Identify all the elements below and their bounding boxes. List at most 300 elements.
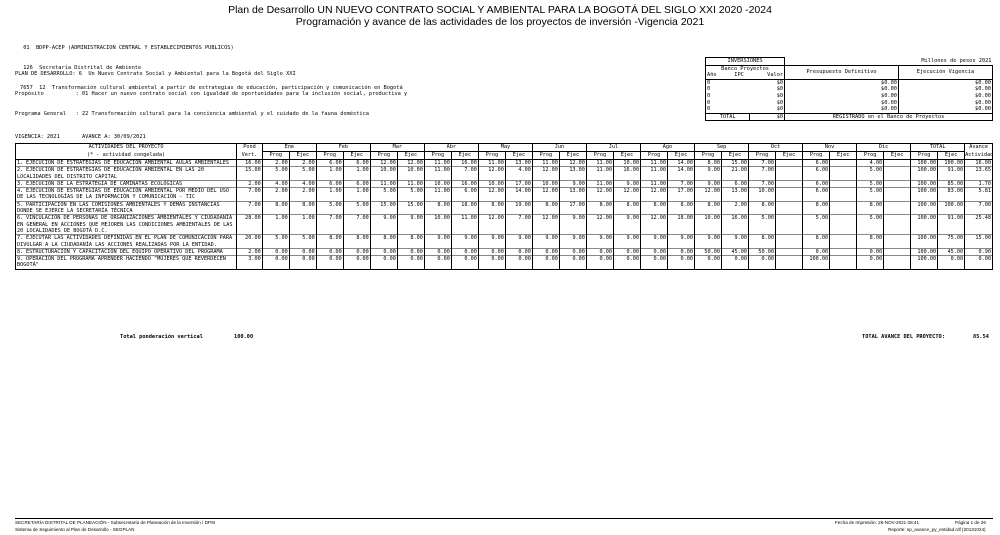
valor-cell: $0 [750,86,785,93]
activity-text: EJECUCIÓN DE ESTRATEGIAS DE EDUCACIÓN AMBIENTAL AULAS AMBIENTALES [26,160,230,166]
ejec-cell [884,188,911,202]
ejec-cell: 4.00 [289,180,316,187]
prog-cell: 11.00 [370,180,397,187]
ejec-cell: 7.00 [505,215,532,235]
activities-table [15,143,993,270]
totals-line [15,334,993,367]
prog-cell: 0.00 [262,248,289,255]
ejec-cell [884,160,911,167]
activity-number: 1. [17,160,24,166]
activity-text: EJECUCIÓN DE ESTRATEGIAS DE EDUCACIÓN AMBIENTAL EN LAS 20 LOCALIDADES DEL DISTRITO CAPITAL [17,167,205,180]
prog-cell: 11.00 [586,180,613,187]
anio-cell: 0 [706,106,729,113]
plan-line: Programa General : 22 Transformación cultural para la conciencia ambiental y el cuidado de la fauna doméstica [15,110,369,117]
prog-cell: 5.00 [803,215,830,235]
ejec-cell [776,256,803,270]
presupuesto-cell: $0.00 [785,100,899,107]
inversiones-total-valor: $0 [750,113,785,121]
prog-header: Prog [803,152,830,160]
activity-row [16,215,993,235]
prog-cell: 5.00 [857,167,884,181]
prog-cell: 0.00 [478,256,505,270]
ejec-cell: 15.00 [722,160,749,167]
presupuesto-cell: $0.00 [785,93,899,100]
plan-line: PLAN DE DESARROLLO: 6 Un Nuevo Contrato Social y Ambiental para la Bogotá del Siglo XXI [15,71,296,78]
month-header: Abr [424,144,478,152]
prog-cell: 9.00 [695,180,722,187]
ejec-cell: 0.00 [559,256,586,270]
valor-header: Valor [750,72,785,79]
prog-cell: 12.00 [586,188,613,202]
prog-cell: 10.00 [695,215,722,235]
prog-cell: 100.00 [911,256,938,270]
prog-cell: 0.00 [262,256,289,270]
avance-cell: 0.00 [965,256,993,270]
activity-number: 5. [17,201,24,208]
ejec-cell [884,256,911,270]
ejec-cell: 9.00 [722,235,749,249]
prog-cell: 0.00 [586,256,613,270]
inversiones-row [706,79,993,86]
prog-cell: 9.00 [424,235,451,249]
ejec-cell: 17.00 [505,180,532,187]
ipc-header: IPC [728,72,750,79]
ejec-cell [776,215,803,235]
prog-cell: 5.00 [262,167,289,181]
pond-cell: 28.00 [237,215,263,235]
ejec-cell: 0.00 [505,248,532,255]
ejec-cell: 10.00 [397,167,424,181]
prog-cell: 2.00 [262,188,289,202]
ejec-cell [776,235,803,249]
plan-block [15,58,407,124]
activity-number: 3. [17,180,24,187]
prog-cell: 100.00 [911,235,938,249]
avance-cell: 13.65 [965,167,993,181]
ejec-cell: 2.00 [722,201,749,215]
ejecucion-cell: $0.00 [898,100,992,107]
prog-cell: 8.00 [749,235,776,249]
prog-header: Prog [911,152,938,160]
month-header: Jun [532,144,586,152]
ejecucion-cell: $0.00 [898,86,992,93]
ejec-cell: 6.00 [722,180,749,187]
prog-cell: 0.00 [532,248,559,255]
prog-cell: 0.00 [586,248,613,255]
entity-line: 126 Secretaría Distrital de Ambiente [20,64,142,71]
total-ponderacion-label: Total ponderación vertical [120,334,203,340]
prog-cell: 5.00 [857,188,884,202]
ejec-cell: 9.00 [613,235,640,249]
month-header: Sep [695,144,749,152]
prog-cell: 9.00 [586,235,613,249]
ejec-cell: 19.00 [505,201,532,215]
prog-cell: 10.00 [478,180,505,187]
ejec-cell: 17.00 [559,201,586,215]
banco-proyectos-header: Banco Proyectos [706,65,785,72]
ejec-cell: 12.00 [559,160,586,167]
ejec-cell: 16.00 [722,215,749,235]
month-header: Mar [370,144,424,152]
prog-cell: 5.00 [857,180,884,187]
ejec-cell: 75.00 [938,235,965,249]
prog-cell: 9.00 [695,167,722,181]
prog-cell: 100.00 [911,180,938,187]
pond-cell: 7.00 [237,188,263,202]
ejec-cell: 100.00 [938,201,965,215]
prog-cell: 2.00 [262,160,289,167]
ejec-cell [884,201,911,215]
ejec-header: Ejec [776,152,803,160]
ejec-cell: 7.00 [451,167,478,181]
ejec-cell: 12.00 [397,160,424,167]
prog-cell: 0.00 [424,248,451,255]
ejec-cell [830,248,857,255]
month-header: Nov [803,144,857,152]
prog-header: Prog [749,152,776,160]
ejec-header: Ejec [938,152,965,160]
ejec-cell: 0.00 [397,256,424,270]
prog-cell: 100.00 [911,160,938,167]
prog-cell: 100.00 [911,201,938,215]
ejec-cell: 0.00 [613,256,640,270]
ejec-cell: 0.00 [667,256,694,270]
ejec-cell: 0.00 [343,256,370,270]
activity-number: 2. [17,167,24,174]
ejec-cell: 85.00 [938,180,965,187]
ejec-cell: 13.00 [505,160,532,167]
prog-cell: 10.00 [370,167,397,181]
prog-header: Prog [370,152,397,160]
ejec-cell: 7.00 [343,215,370,235]
ejec-cell [830,215,857,235]
prog-cell: 8.00 [640,201,667,215]
ejec-header: Ejec [397,152,424,160]
prog-cell: 8.00 [316,235,343,249]
ejec-cell: 0.00 [613,248,640,255]
month-header: Feb [316,144,370,152]
anio-cell: 0 [706,86,729,93]
ejec-cell: 18.00 [451,201,478,215]
avance-cell: 15.00 [965,235,993,249]
prog-cell: 9.00 [640,235,667,249]
ejec-cell: 15.00 [397,201,424,215]
ejec-cell: 5.00 [289,235,316,249]
prog-cell: 5.00 [749,215,776,235]
ejec-cell [776,180,803,187]
prog-cell: 7.00 [749,160,776,167]
prog-cell: 4.00 [857,160,884,167]
prog-cell: 0.00 [857,248,884,255]
prog-cell: 100.00 [803,256,830,270]
activity-row [16,256,993,270]
prog-cell: 8.00 [695,201,722,215]
ejec-cell: 14.00 [667,160,694,167]
pond-cell: 2.00 [237,180,263,187]
report-title [0,4,1000,28]
total-header: TOTAL [911,144,965,152]
ejec-cell: 91.00 [938,167,965,181]
prog-header: Prog [316,152,343,160]
ejec-cell: 1.00 [343,167,370,181]
avance-cell: 5.81 [965,188,993,202]
ejec-cell: 1.00 [343,188,370,202]
ejec-header: Ejec [830,152,857,160]
ejec-cell: 0.00 [722,256,749,270]
prog-cell: 8.00 [478,201,505,215]
ejec-cell: 9.00 [613,215,640,235]
prog-cell: 6.00 [316,160,343,167]
ejec-cell [830,235,857,249]
presupuesto-cell: $0.00 [785,79,899,86]
ejec-cell: 13.00 [559,167,586,181]
ejec-cell: 6.00 [343,180,370,187]
prog-cell: 11.00 [424,188,451,202]
ejec-cell: 0.00 [451,248,478,255]
prog-cell: 8.00 [424,201,451,215]
prog-cell: 12.00 [478,188,505,202]
prog-cell: 11.00 [424,160,451,167]
prog-cell: 10.00 [424,215,451,235]
prog-cell: 5.00 [262,235,289,249]
prog-cell: 0.00 [857,256,884,270]
ejecucion-header: Ejecución Vigencia [898,65,992,79]
entity-line: 01 BDPP-ACEP (ADMINISTRACION CENTRAL Y ESTABLECIMIENTOS PUBLICOS) [20,45,234,52]
ejec-cell: 9.00 [559,215,586,235]
prog-cell: 11.00 [640,180,667,187]
valor-cell: $0 [750,93,785,100]
prog-header: Prog [478,152,505,160]
vert-header: Vert. [237,152,263,160]
valor-cell: $0 [750,106,785,113]
ejec-cell: 16.00 [451,160,478,167]
valor-cell: $0 [750,79,785,86]
entity-line: 7657 12 Transformación cultural ambiental a partir de estrategias de educación, participación y comunicación en Bogotá [20,84,403,91]
prog-cell: 6.00 [803,167,830,181]
ejec-cell: 4.00 [505,167,532,181]
ejec-cell [830,256,857,270]
prog-header: Prog [532,152,559,160]
total-ponderacion-value: 100.00 [234,334,254,340]
month-header: Jul [586,144,640,152]
ejec-cell: 2.00 [289,160,316,167]
inversiones-title: INVERSIONES [706,58,785,66]
ejec-cell: 0.00 [505,256,532,270]
prog-cell: 0.00 [695,256,722,270]
prog-cell: 0.00 [640,248,667,255]
congelada-note: (* - actividad congelada) [16,152,237,160]
pond-cell: 2.00 [237,248,263,255]
inversiones-total-label: TOTAL [706,113,750,121]
prog-cell: 5.00 [316,201,343,215]
ejec-cell: 8.00 [613,201,640,215]
prog-cell: 0.00 [532,256,559,270]
footer-system: Sistema de Seguimiento al Plan de Desarrollo - SEGPLAN [15,527,135,532]
prog-cell: 5.00 [857,215,884,235]
footer-page: Página 1 de 26 [955,520,986,525]
footer-report: Reporte: sp_avance_py_entidad.rdf (20131024) [888,527,986,532]
activity-description [16,201,237,215]
activity-text: EJECUCIÓN DE ESTRATEGIAS DE EDUCACIÓN AMBIENTAL POR MEDIO DEL USO DE LAS TECNOLOGÍAS DE LA INFORMACIÓN Y COMUNICACIÓN - TIC [17,188,230,201]
inversiones-table [705,57,993,121]
prog-header: Prog [695,152,722,160]
month-header: May [478,144,532,152]
ejec-cell [830,167,857,181]
ejec-cell: 16.00 [613,167,640,181]
prog-cell: 100.00 [911,188,938,202]
activity-number: 8. [17,248,24,255]
ejec-cell: 9.00 [397,215,424,235]
activity-row [16,167,993,181]
ejec-cell [776,201,803,215]
ejec-cell: 7.00 [667,180,694,187]
ejec-header: Ejec [343,152,370,160]
activity-row [16,235,993,249]
ejec-cell: 2.00 [289,188,316,202]
presupuesto-cell: $0.00 [785,106,899,113]
prog-cell: 11.00 [640,160,667,167]
ejec-cell: 12.00 [613,188,640,202]
prog-cell: 6.00 [803,188,830,202]
prog-cell: 10.00 [749,188,776,202]
avance-cell: 0.90 [965,248,993,255]
ejec-cell [776,160,803,167]
ejec-cell: 45.00 [722,248,749,255]
report-title-line1: Plan de Desarrollo UN NUEVO CONTRATO SOCIAL Y AMBIENTAL PARA LA BOGOTÁ DEL SIGLO XXI 2020 -2024 [228,4,772,16]
prog-cell: 12.00 [478,215,505,235]
ejec-cell: 10.00 [613,160,640,167]
avance-header-2: Actividad [965,151,994,158]
month-header: Ago [640,144,694,152]
ejec-cell [884,248,911,255]
prog-cell: 9.00 [478,235,505,249]
prog-cell: 0.00 [640,256,667,270]
anio-cell: 0 [706,93,729,100]
ejec-cell [776,188,803,202]
prog-cell: 9.00 [532,235,559,249]
activity-number: 6. [17,215,24,222]
ejec-cell: 5.00 [397,188,424,202]
prog-cell: 11.00 [478,160,505,167]
activity-description [16,160,237,167]
ejec-header: Ejec [667,152,694,160]
ejec-cell: 9.00 [559,180,586,187]
presupuesto-cell: $0.00 [785,86,899,93]
prog-cell: 12.00 [586,215,613,235]
activity-number: 7. [17,235,24,242]
prog-cell: 8.00 [262,201,289,215]
inversiones-units: Millones de pesos 2021 [921,57,992,64]
ejec-cell: 6.00 [343,160,370,167]
prog-cell: 9.00 [370,215,397,235]
ejec-cell [884,215,911,235]
prog-header: Prog [640,152,667,160]
ejec-header: Ejec [559,152,586,160]
prog-cell: 9.00 [695,235,722,249]
prog-cell: 15.00 [370,201,397,215]
prog-cell: 0.00 [316,248,343,255]
ejec-cell: 16.00 [451,180,478,187]
prog-cell: 50.00 [749,248,776,255]
prog-cell: 0.00 [803,248,830,255]
ejec-cell: 9.00 [505,235,532,249]
pond-header: Pond [237,144,263,152]
prog-cell: 12.00 [370,160,397,167]
prog-header: Prog [857,152,884,160]
avance-cell: 1.70 [965,180,993,187]
ejec-header: Ejec [451,152,478,160]
footer-print-date: Fecha de Impresión: 26-NOV-2021 08:41 [835,520,920,525]
prog-cell: 11.00 [424,167,451,181]
plan-line: Propósito : 01 Hacer un nuevo contrato social con igualdad de oportunidades para la inclusión social, productiva y [15,90,408,97]
avance-cell: 7.00 [965,201,993,215]
total-avance-value: 85.54 [973,334,989,340]
prog-cell: 100.00 [911,248,938,255]
ejecucion-cell: $0.00 [898,93,992,100]
prog-cell: 0.00 [749,256,776,270]
inversiones-row [706,100,993,107]
prog-cell: 7.00 [749,180,776,187]
ejec-cell: 9.00 [559,235,586,249]
pond-cell: 3.00 [237,256,263,270]
prog-cell: 5.00 [370,188,397,202]
ejec-cell [830,201,857,215]
prog-cell: 12.00 [532,188,559,202]
ejec-cell: 17.00 [667,188,694,202]
prog-cell: 0.00 [478,248,505,255]
ejec-cell: 5.00 [289,167,316,181]
presupuesto-header: Presupuesto Definitivo [785,65,899,79]
ejec-cell: 0.00 [451,256,478,270]
prog-header: Prog [424,152,451,160]
activity-text: ESTRUCTURACIÓN Y CAPACITACIÓN DEL EQUIPO OPERATIVO DEL PROGRAMA [26,248,223,255]
pond-cell: 15.00 [237,167,263,181]
ejec-header: Ejec [884,152,911,160]
registrado-note: REGISTRADO en el Banco de Proyectos [785,113,993,121]
prog-cell: 100.00 [911,167,938,181]
ejec-cell [830,188,857,202]
anio-header: Año [706,72,729,79]
activity-row [16,160,993,167]
ejec-cell [830,160,857,167]
prog-cell: 100.00 [911,215,938,235]
ejecucion-cell: $0.00 [898,106,992,113]
prog-cell: 7.00 [749,167,776,181]
ejec-cell [830,180,857,187]
activity-description [16,215,237,235]
ejec-cell: 8.00 [397,235,424,249]
avance-header: Avance [965,144,993,152]
ejec-cell: 14.00 [505,188,532,202]
ejec-cell: 0.00 [289,248,316,255]
prog-cell: 12.00 [640,188,667,202]
activity-text: VINCULACIÓN DE PERSONAS DE ORGANIZACIONES AMBIENTALES Y CIUDADANÍA EN GENERAL EN ACCIONES QUE MEJOREN LAS CONDICIONES AMBIENTALES DE LAS 20 LOCALIDADES DE BOGOTÁ D.C. [17,215,233,234]
prog-cell: 8.00 [857,235,884,249]
total-avance-label: TOTAL AVANCE DEL PROYECTO: [862,334,945,340]
prog-cell: 12.00 [532,215,559,235]
prog-cell: 1.00 [316,167,343,181]
ejec-cell: 100.00 [938,160,965,167]
prog-cell: 0.00 [370,248,397,255]
prog-cell: 10.00 [424,180,451,187]
ejec-cell: 21.00 [722,167,749,181]
ejec-cell: 0.00 [938,256,965,270]
ejec-cell: 13.00 [559,188,586,202]
activity-row [16,188,993,202]
ejec-cell: 0.00 [289,256,316,270]
prog-cell: 7.00 [316,215,343,235]
avance-cell: 16.00 [965,160,993,167]
